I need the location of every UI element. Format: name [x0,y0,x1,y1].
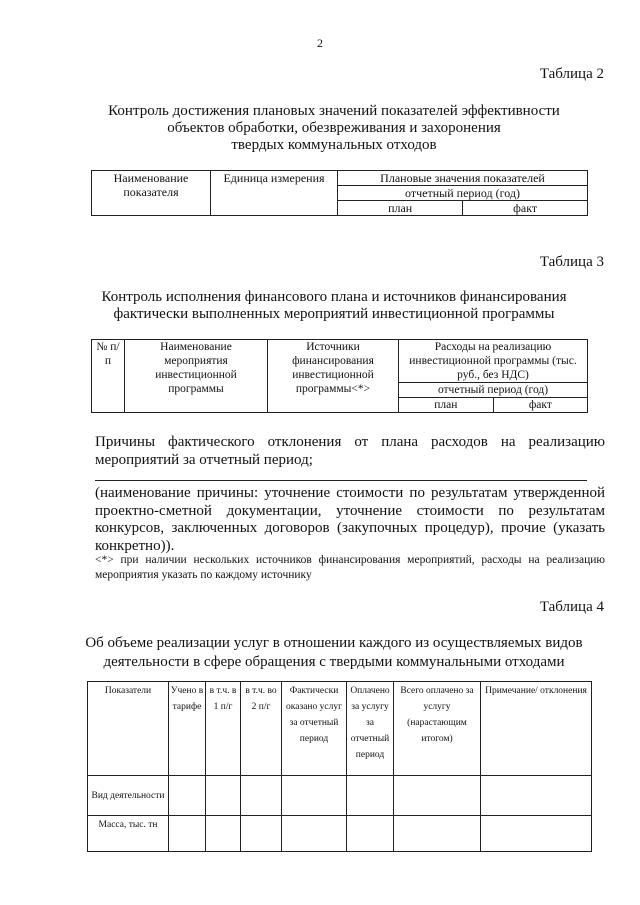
table2-title-line: объектов обработки, обезвреживания и захоронения [167,120,501,136]
table2-title [80,103,588,154]
table3-col-plan: план [399,398,494,413]
table3-title-line: фактически выполненных мероприятий инвестиционной программы [113,306,555,322]
table-cell [282,816,347,852]
table-cell [394,816,481,852]
table2-label: Таблица 2 [539,66,604,82]
table-cell [347,776,394,816]
table2-title-line: Контроль достижения плановых значений показателей эффективности [108,103,560,119]
table4-header: Примечание/ отклонения [481,682,592,776]
table4-header: в т.ч. во 2 п/г [241,682,282,776]
table4-title [70,634,598,672]
table4-title-line: деятельности в сфере обращения с твердыми коммунальными отходами [103,654,565,670]
table4-header: Показатели [88,682,169,776]
table3-title [80,289,588,323]
table2-title-line: твердых коммунальных отходов [231,137,437,153]
table3 [91,339,588,413]
table2-col-fact: факт [463,201,588,216]
table4-header: Учено в тарифе [169,682,206,776]
table2-col-unit: Единица измерения [211,171,338,216]
table2-col-name: Наименование показателя [92,171,211,216]
table4-row-label: Масса, тыс. тн [88,816,169,852]
table3-col-sources: Источники финансирования инвестиционной программы<*> [268,340,399,413]
deviation-reasons: Причины фактического отклонения от плана расходов на реализацию мероприятий за отчетный период; [95,434,605,468]
reason-blank-line [95,480,587,481]
table2 [91,170,588,216]
table4-label: Таблица 4 [539,599,604,615]
table-cell [394,776,481,816]
table2-col-period: отчетный период (год) [338,186,588,201]
table-cell [241,816,282,852]
table2-col-plan: план [338,201,463,216]
table-cell [241,776,282,816]
table4-row-label: Вид деятельности [88,776,169,816]
table2-col-plan-values: Плановые значения показателей [338,171,588,186]
table3-col-period: отчетный период (год) [399,383,588,398]
table-cell [169,816,206,852]
table3-col-expenses: Расходы на реализацию инвестиционной программы (тыс. руб., без НДС) [399,340,588,383]
table-cell [481,816,592,852]
page-number: 2 [317,36,323,50]
table-cell [206,776,241,816]
table3-col-name: Наименование мероприятия инвестиционной программы [125,340,268,413]
table4-header: Оплачено за услугу за отчетный период [347,682,394,776]
table4 [87,681,592,852]
reason-explanation: (наименование причины: уточнение стоимости по результатам утвержденной проектно-сметной документации, уточнение стоимости по результатам конкурсов, заключенных договоров (закупочных процедур), прочие (указать конкретно)). [95,485,605,554]
table3-label: Таблица 3 [539,254,604,270]
table4-header: Всего оплачено за услугу (нарастающим итогом) [394,682,481,776]
table3-col-fact: факт [493,398,587,413]
table-cell [169,776,206,816]
table4-header: Фактически оказано услуг за отчетный период [282,682,347,776]
table-cell [206,816,241,852]
table3-col-num: № п/п [92,340,125,413]
table-cell [481,776,592,816]
table-row [88,816,592,852]
table-row [88,776,592,816]
footnote: <*> при наличии нескольких источников финансирования мероприятий, расходы на реализацию мероприятия указать по каждому источнику [95,554,605,581]
table4-title-line: Об объеме реализации услуг в отношении каждого из осуществляемых видов [85,635,583,651]
table3-title-line: Контроль исполнения финансового плана и источников финансирования [101,289,567,305]
table-cell [282,776,347,816]
table-cell [347,816,394,852]
table4-header: в т.ч. в 1 п/г [206,682,241,776]
